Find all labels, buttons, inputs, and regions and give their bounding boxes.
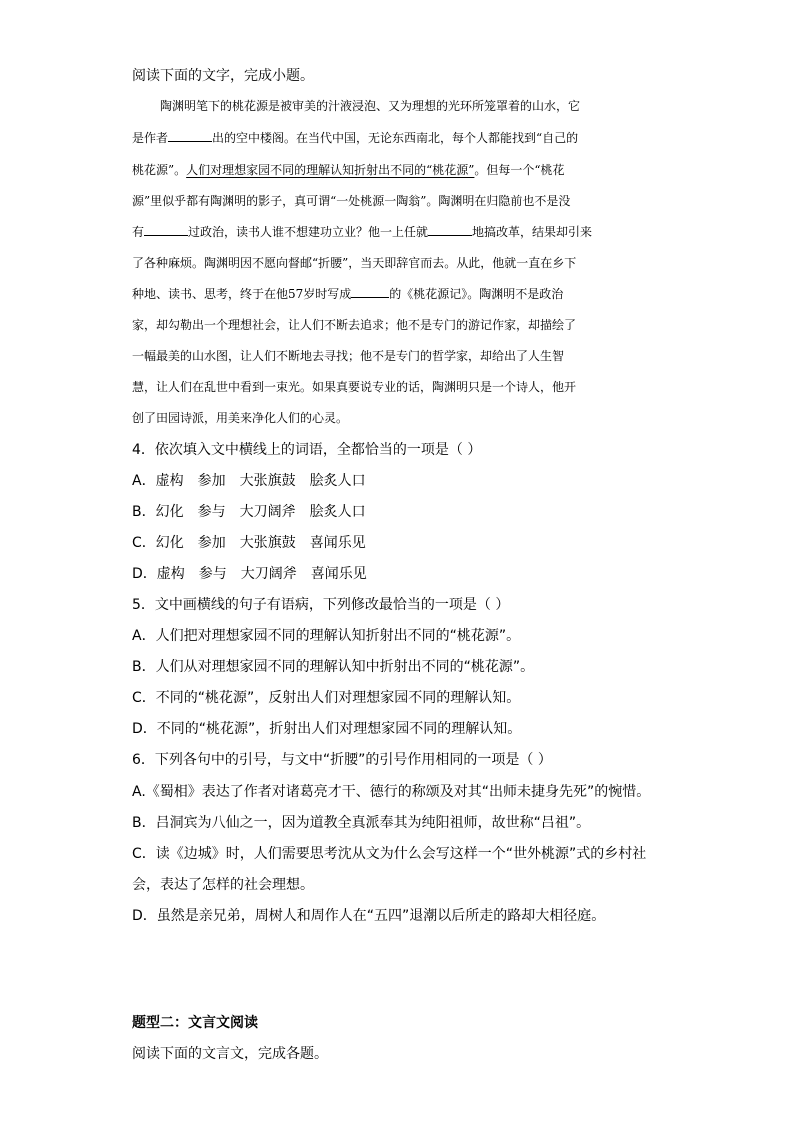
passage-line: 有 过政治，读书人谁不想建功立业？他一上任就 地搞改革，结果却引来 (132, 222, 592, 242)
question-stem: 5．文中画横线的句子有语病，下列修改最恰当的一项是（ ） (132, 597, 510, 613)
passage-line: 慧，让人们在乱世中看到一束光。如果真要说专业的话，陶渊明只是一个诗人，他开 (132, 380, 577, 394)
fill-blank-2 (144, 222, 188, 236)
option-a: A.《蜀相》表达了作者对诸葛亮才干、德行的称颂及对其“出师未捷身先死”的惋惜。 (132, 784, 651, 800)
passage-line: 陶渊明笔下的桃花源是被审美的汁液浸泡、又为理想的光环所笼罩着的山水，它 (160, 99, 581, 113)
option-b: B．幻化 参与 大刀阔斧 脍炙人口 (132, 504, 366, 520)
fill-blank-1 (168, 128, 212, 142)
question-stem: 4．依次填入文中横线上的词语，全都恰当的一项是（ ） (132, 442, 482, 458)
fill-blank-4 (351, 284, 389, 298)
option-c-continued: 会，表达了怎样的社会理想。 (132, 877, 314, 893)
fill-blank-3 (428, 222, 472, 236)
passage-line: 桃花源”。人们对理想家园不同的理解认知折射出不同的“桃花源”。但每一个“桃花 (132, 163, 565, 177)
reading-instruction: 阅读下面的文字，完成小题。 (132, 68, 314, 84)
passage-line: 种地、读书、思考，终于在他57岁时写成 的《桃花源记》。陶渊明不是政治 (132, 284, 563, 304)
passage-line: 了各种麻烦。陶渊明因不愿向督邮“折腰”，当天即辞官而去。从此，他就一直在乡下 (132, 256, 577, 270)
passage-line: 创了田园诗派，用美来净化人们的心灵。 (132, 411, 349, 425)
passage-line: 一幅最美的山水图，让人们不断地去寻找；他不是专门的哲学家，却给出了人生智 (132, 349, 565, 363)
passage-line: 家，却勾勒出一个理想社会，让人们不断去追求；他不是专门的游记作家，却描绘了 (132, 318, 577, 332)
passage-line: 是作者 出的空中楼阁。在当代中国，无论东西南北，每个人都能找到“自己的 (132, 128, 578, 148)
passage-line: 源”里似乎都有陶渊明的影子，真可谓“一处桃源一陶翁”。陶渊明在归隐前也不是没 (132, 194, 571, 208)
option-d: D．虽然是亲兄弟，周树人和周作人在“五四”退潮以后所走的路却大相径庭。 (132, 908, 606, 924)
option-b: B．吕洞宾为八仙之一，因为道教全真派奉其为纯阳祖师，故世称“吕祖”。 (132, 815, 591, 831)
option-d: D．不同的“桃花源”，折射出人们对理想家园不同的理解认知。 (132, 721, 522, 737)
option-c: C．幻化 参加 大张旗鼓 喜闻乐见 (132, 535, 366, 551)
section-heading: 题型二：文言文阅读 (132, 1015, 258, 1031)
option-c: C．不同的“桃花源”，反射出人们对理想家园不同的理解认知。 (132, 690, 521, 706)
question-stem: 6．下列各句中的引号，与文中“折腰”的引号作用相同的一项是（ ） (132, 752, 552, 768)
option-b: B．人们从对理想家园不同的理解认知中折射出不同的“桃花源”。 (132, 659, 535, 675)
option-a: A．人们把对理想家园不同的理解认知折射出不同的“桃花源”。 (132, 628, 521, 644)
section-instruction: 阅读下面的文言文，完成各题。 (132, 1046, 328, 1062)
option-a: A．虚构 参加 大张旗鼓 脍炙人口 (132, 473, 366, 489)
underlined-sentence: 人们对理想家园不同的理解认知折射出不同的“桃花源” (186, 163, 475, 177)
option-d: D．虚构 参与 大刀阔斧 喜闻乐见 (132, 566, 367, 582)
option-c: C．读《边城》时，人们需要思考沈从文为什么会写这样一个“世外桃源”式的乡村社 (132, 846, 647, 862)
